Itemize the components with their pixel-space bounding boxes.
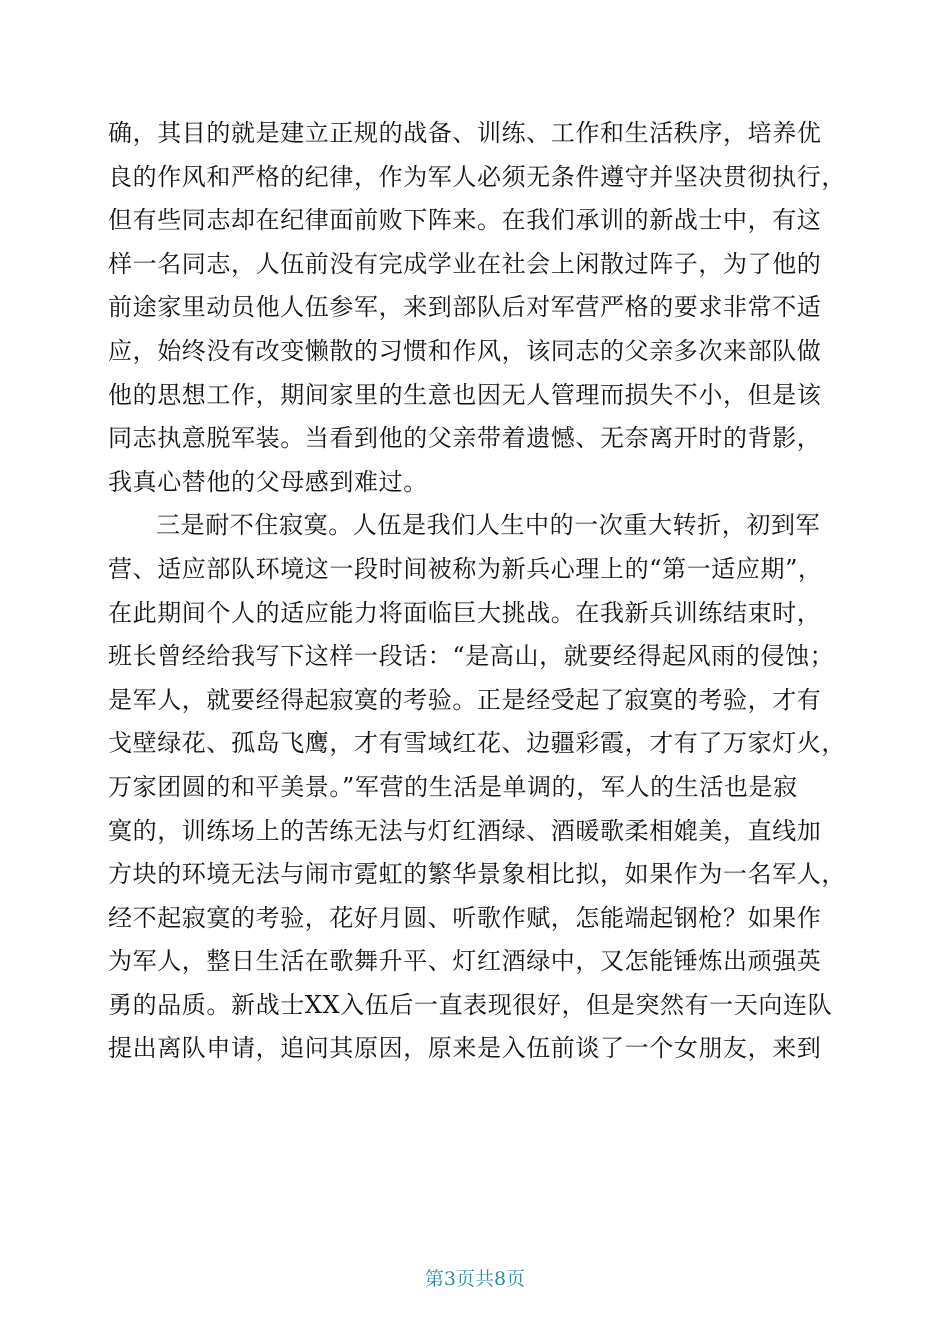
page-number-footer: 第3页共8页 (424, 1268, 526, 1290)
text-line: 在此期间个人的适应能力将面临巨大挑战。在我新兵训练结束时， (108, 598, 822, 627)
text-line: 良的作风和严格的纪律，作为军人必须无条件遵守并坚决贯彻执行， (108, 162, 846, 191)
text-line: 勇的品质。新战士XX入伍后一直表现很好，但是突然有一天向连队 (108, 990, 833, 1019)
text-line: 戈壁绿花、孤岛飞鹰，才有雪域红花、边疆彩霞，才有了万家灯火， (108, 729, 846, 758)
text-line: 方块的环境无法与闹市霓虹的繁华景象相比拟，如果作为一名军人， (108, 860, 846, 889)
paragraph-start-line: 三是耐不住寂寞。人伍是我们人生中的一次重大转折，初到军 (156, 511, 821, 540)
text-line: 是军人，就要经得起寂寞的考验。正是经受起了寂寞的考验，才有 (108, 685, 822, 714)
text-line: 确，其目的就是建立正规的战备、训练、工作和生活秩序，培养优 (108, 119, 822, 147)
body-text (108, 112, 846, 1071)
text-line: 经不起寂寞的考验，花好月圆、听歌作赋，怎能端起钢枪？如果作 (108, 903, 822, 932)
text-line: 前途家里动员他人伍参军，来到部队后对军营严格的要求非常不适 (108, 293, 822, 322)
text-line: 提出离队申请，追问其原因，原来是入伍前谈了一个女朋友，来到 (108, 1034, 822, 1063)
text-line: 班长曾经给我写下这样一段话：“是高山，就要经得起风雨的侵蚀； (108, 642, 835, 671)
text-line: 寞的，训练场上的苦练无法与灯红酒绿、酒暖歌柔相媲美，直线加 (108, 816, 822, 845)
text-line: 样一名同志，人伍前没有完成学业在社会上闲散过阵子，为了他的 (108, 249, 822, 278)
text-line: 营、适应部队环境这一段时间被称为新兵心理上的“第一适应期”， (108, 554, 823, 583)
text-line: 为军人，整日生活在歌舞升平、灯红酒绿中，又怎能锤炼出顽强英 (108, 947, 822, 976)
text-line: 同志执意脱军装。当看到他的父亲带着遗憾、无奈离开时的背影， (108, 424, 822, 453)
text-line: 我真心替他的父母感到难过。 (108, 467, 428, 496)
text-line: 他的思想工作，期间家里的生意也因无人管理而损失不小，但是该 (108, 380, 822, 409)
text-line: 万家团圆的和平美景。”军营的生活是单调的，军人的生活也是寂 (108, 772, 798, 801)
text-line: 应，始终没有改变懒散的习惯和作风，该同志的父亲多次来部队做 (108, 336, 822, 365)
text-line: 但有些同志却在纪律面前败下阵来。在我们承训的新战士中，有这 (108, 206, 822, 235)
